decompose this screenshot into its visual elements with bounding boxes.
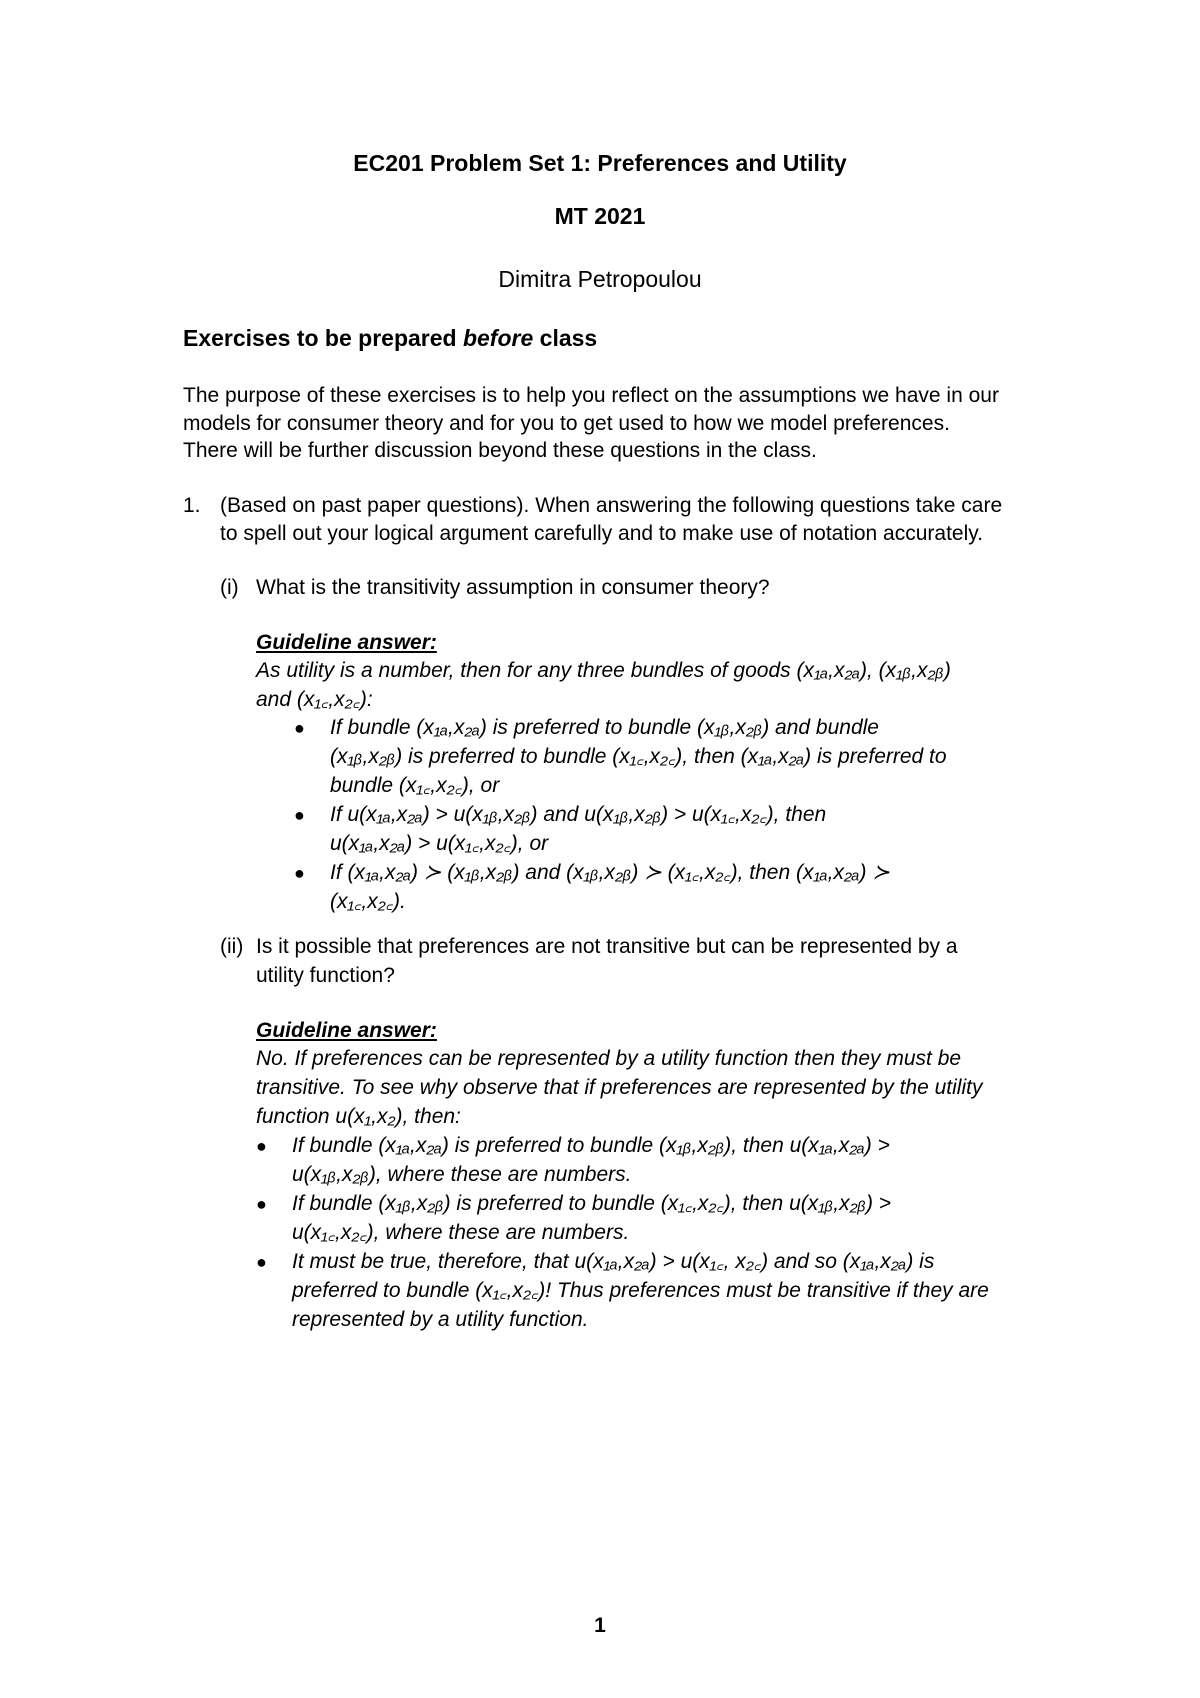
bullet-icon: ● (256, 1194, 267, 1214)
part-i-bullet-1-line-2: (x₁ᵦ,x₂ᵦ) is preferred to bundle (x₁꜀,x₂꜀), then (x₁ₐ,x₂ₐ) is preferred to (330, 745, 947, 768)
part-i-bullet-3-line-1: If (x₁ₐ,x₂ₐ) ≻ (x₁ᵦ,x₂ᵦ) and (x₁ᵦ,x₂ᵦ) ≻ (x₁꜀,x₂꜀), then (x₁ₐ,x₂ₐ) ≻ (330, 861, 890, 884)
part-ii-label: (ii) (220, 935, 244, 958)
bullet-icon: ● (256, 1252, 267, 1272)
part-i-guideline-label: Guideline answer: (256, 631, 437, 654)
document-author: Dimitra Petropoulou (498, 266, 702, 292)
part-ii-question-line-1: Is it possible that preferences are not transitive but can be represented by a (256, 935, 958, 958)
part-i-question: What is the transitivity assumption in consumer theory? (256, 576, 770, 599)
intro-line-3: There will be further discussion beyond these questions in the class. (183, 439, 817, 462)
part-i-answer-line-1: As utility is a number, then for any three bundles of goods (x₁ₐ,x₂ₐ), (x₁ᵦ,x₂ᵦ) (256, 659, 951, 682)
bullet-icon: ● (294, 863, 305, 883)
question-1-line-1: (Based on past paper questions). When answering the following questions take care (220, 494, 1003, 517)
bullet-icon: ● (294, 718, 305, 738)
part-i-answer-line-2: and (x₁꜀,x₂꜀): (256, 688, 373, 711)
question-1-line-2: to spell out your logical argument carefully and to make use of notation accurately. (220, 522, 984, 545)
part-ii-bullet-2-line-1: If bundle (x₁ᵦ,x₂ᵦ) is preferred to bundle (x₁꜀,x₂꜀), then u(x₁ᵦ,x₂ᵦ) > (292, 1192, 892, 1215)
part-ii-bullet-3-line-1: It must be true, therefore, that u(x₁ₐ,x₂ₐ) > u(x₁꜀, x₂꜀) and so (x₁ₐ,x₂ₐ) is (292, 1250, 935, 1273)
part-ii-bullet-2-line-2: u(x₁꜀,x₂꜀), where these are numbers. (292, 1221, 630, 1244)
part-ii-bullet-1-line-1: If bundle (x₁ₐ,x₂ₐ) is preferred to bundle (x₁ᵦ,x₂ᵦ), then u(x₁ₐ,x₂ₐ) > (292, 1134, 890, 1157)
document-title: EC201 Problem Set 1: Preferences and Utility (353, 150, 847, 176)
section-heading (183, 324, 597, 352)
part-ii-bullet-1-line-2: u(x₁ᵦ,x₂ᵦ), where these are numbers. (292, 1163, 632, 1186)
part-i-label: (i) (220, 576, 239, 599)
part-i-bullet-2-line-1: If u(x₁ₐ,x₂ₐ) > u(x₁ᵦ,x₂ᵦ) and u(x₁ᵦ,x₂ᵦ) > u(x₁꜀,x₂꜀), then (330, 803, 827, 826)
part-ii-bullet-3-line-2: preferred to bundle (x₁꜀,x₂꜀)! Thus preferences must be transitive if they are (292, 1279, 989, 1302)
part-i-bullet-2-line-2: u(x₁ₐ,x₂ₐ) > u(x₁꜀,x₂꜀), or (330, 832, 549, 855)
section-heading-pre: Exercises to be prepared (183, 325, 463, 351)
part-i-bullet-1-line-1: If bundle (x₁ₐ,x₂ₐ) is preferred to bundle (x₁ᵦ,x₂ᵦ) and bundle (330, 716, 879, 739)
part-ii-answer-line-3: function u(x₁,x₂), then: (256, 1105, 461, 1128)
part-i-bullet-1-line-3: bundle (x₁꜀,x₂꜀), or (330, 774, 500, 797)
section-heading-emph: before (462, 325, 534, 351)
part-ii-bullet-3-line-3: represented by a utility function. (292, 1308, 589, 1331)
part-ii-answer-line-1: No. If preferences can be represented by a utility function then they must be (256, 1047, 962, 1070)
section-heading-post: class (533, 325, 598, 351)
part-ii-answer-line-2: transitive. To see why observe that if preferences are represented by the utility (256, 1076, 983, 1099)
document-term: MT 2021 (554, 203, 646, 229)
page-number: 1 (594, 1614, 606, 1637)
question-number: 1. (183, 494, 201, 517)
part-i-bullet-3-line-2: (x₁꜀,x₂꜀). (330, 890, 406, 913)
bullet-icon: ● (256, 1136, 267, 1156)
part-ii-question-line-2: utility function? (256, 964, 395, 987)
intro-line-1: The purpose of these exercises is to help you reflect on the assumptions we have in our (183, 384, 999, 407)
bullet-icon: ● (294, 805, 305, 825)
part-ii-guideline-label: Guideline answer: (256, 1019, 437, 1042)
intro-line-2: models for consumer theory and for you to get used to how we model preferences. (183, 412, 950, 435)
